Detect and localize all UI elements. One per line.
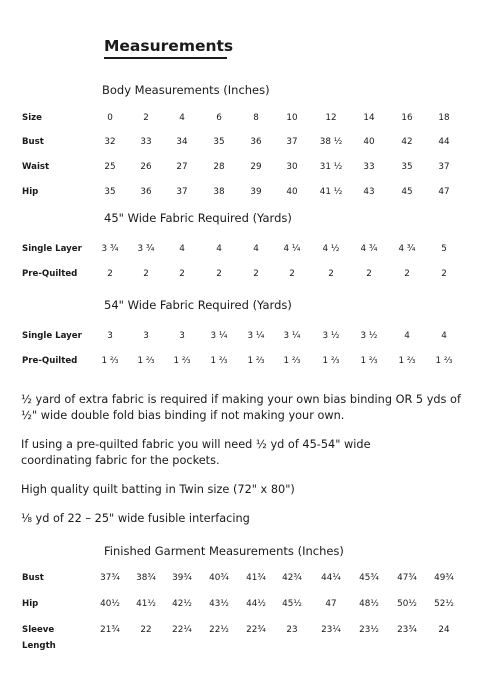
table-cell: 50½ [397,599,417,609]
table-cell: 29 [250,162,262,172]
table-cell: 1 ⅔ [322,356,340,366]
table-cell: 14 [363,113,375,123]
table-cell: 1 ⅔ [283,356,301,366]
table-cell: 40½ [100,599,120,609]
table-cell: 42 [401,137,413,147]
table-cell: 45 [401,187,413,197]
table-cell: 2 [253,269,259,279]
prequilted-note: If using a pre-quilted fabric you will need ½ yd of 45-54" wide coordinating fabric for the pockets. [21,438,371,467]
table-cell: 3 ¼ [283,331,301,341]
table-cell: 31 ½ [319,162,343,172]
table-cell: 1 ⅔ [247,356,265,366]
table-cell: 45½ [282,599,302,609]
table-cell: 4 [216,244,222,254]
table-cell: 16 [401,113,413,123]
row-label: Bust [22,137,44,147]
table-cell: 4 [404,331,410,341]
table-cell: 47¾ [397,573,417,583]
table-cell: 36 [140,187,152,197]
table-cell: 6 [216,113,222,123]
table-cell: 41½ [136,599,156,609]
row-label: Waist [22,162,50,172]
table-cell: 1 ⅔ [360,356,378,366]
table-cell: 8 [253,113,259,123]
table-cell: 24 [438,625,450,635]
table-cell: 3 ½ [322,331,340,341]
table-cell: 2 [441,269,447,279]
table-cell: 38 ½ [319,137,343,147]
table-cell: 4 [441,331,447,341]
table-cell: 1 ⅔ [173,356,191,366]
table-cell: 37 [438,162,450,172]
table-cell: 40 [286,187,298,197]
table-cell: 38 [213,187,225,197]
table-cell: 52½ [434,599,454,609]
table-cell: 36 [250,137,262,147]
table-cell: 4 [179,244,185,254]
table-cell: 10 [286,113,298,123]
table-cell: 22 [140,625,152,635]
page-title: Measurements [104,37,234,55]
table-cell: 3 ½ [360,331,378,341]
table-cell: 37 [176,187,188,197]
table-cell: 44¼ [321,573,341,583]
table-cell: 35 [104,187,116,197]
table-cell: 2 [143,269,149,279]
table-cell: 12 [325,113,337,123]
table-cell: 39 [250,187,262,197]
table-cell: 3 ¼ [210,331,228,341]
table-cell: 41¾ [246,573,266,583]
table-cell: 1 ⅔ [435,356,453,366]
table-cell: 41 ½ [319,187,343,197]
table-cell: 2 [289,269,295,279]
fabric-54-heading: 54" Wide Fabric Required (Yards) [104,298,292,312]
table-cell: 1 ⅔ [137,356,155,366]
row-label: Size [22,113,42,123]
fabric-45-heading: 45" Wide Fabric Required (Yards) [104,211,292,225]
row-label: Hip [22,187,39,197]
table-cell: 4 [253,244,259,254]
table-cell: 42½ [172,599,192,609]
table-cell: 48½ [359,599,379,609]
table-cell: 3 [179,331,185,341]
table-cell: 47 [325,599,337,609]
table-cell: 1 ⅔ [101,356,119,366]
table-cell: 1 ⅔ [398,356,416,366]
table-cell: 39¾ [172,573,192,583]
table-cell: 23 [286,625,298,635]
table-cell: 47 [438,187,450,197]
finished-garment-heading: Finished Garment Measurements (Inches) [104,544,344,558]
table-cell: 4 ¾ [360,244,378,254]
row-label-continued: Length [22,641,56,651]
table-cell: 45¾ [359,573,379,583]
table-cell: 4 ¾ [398,244,416,254]
title-underline [104,57,227,59]
body-measurements-heading: Body Measurements (Inches) [102,83,270,97]
table-cell: 44½ [246,599,266,609]
table-cell: 23¼ [321,625,341,635]
table-cell: 23½ [359,625,379,635]
table-cell: 2 [107,269,113,279]
row-label: Pre-Quilted [22,269,78,279]
table-cell: 43½ [209,599,229,609]
table-cell: 5 [441,244,447,254]
table-cell: 33 [140,137,152,147]
table-cell: 35 [401,162,413,172]
table-cell: 49¾ [434,573,454,583]
table-cell: 42¾ [282,573,302,583]
table-cell: 0 [107,113,113,123]
table-cell: 38¾ [136,573,156,583]
row-label: Single Layer [22,331,82,341]
table-cell: 37 [286,137,298,147]
interfacing-note: ⅛ yd of 22 – 25" wide fusible interfacing [21,512,250,525]
table-cell: 32 [104,137,116,147]
table-cell: 3 ¾ [101,244,119,254]
batting-note: High quality quilt batting in Twin size (72" x 80") [21,483,295,496]
table-cell: 28 [213,162,225,172]
table-cell: 2 [216,269,222,279]
table-cell: 4 ½ [322,244,340,254]
table-cell: 30 [286,162,298,172]
table-cell: 34 [176,137,188,147]
table-cell: 26 [140,162,152,172]
row-label: Pre-Quilted [22,356,78,366]
table-cell: 1 ⅔ [210,356,228,366]
table-cell: 40 [363,137,375,147]
table-cell: 35 [213,137,225,147]
table-cell: 37¾ [100,573,120,583]
row-label: Single Layer [22,244,82,254]
table-cell: 3 [143,331,149,341]
table-cell: 4 [179,113,185,123]
table-cell: 2 [143,113,149,123]
row-label: Bust [22,573,44,583]
row-label: Sleeve [22,625,55,635]
table-cell: 2 [404,269,410,279]
table-cell: 18 [438,113,450,123]
table-cell: 23¾ [397,625,417,635]
table-cell: 40¾ [209,573,229,583]
table-cell: 3 [107,331,113,341]
table-cell: 4 ¼ [283,244,301,254]
table-cell: 3 ¾ [137,244,155,254]
table-cell: 21¾ [100,625,120,635]
table-cell: 43 [363,187,375,197]
table-cell: 3 ¼ [247,331,265,341]
table-cell: 27 [176,162,188,172]
table-cell: 2 [328,269,334,279]
table-cell: 25 [104,162,116,172]
table-cell: 2 [179,269,185,279]
table-cell: 22¾ [246,625,266,635]
row-label: Hip [22,599,39,609]
bias-binding-note: ½ yard of extra fabric is required if making your own bias binding OR 5 yds of ½" wide double fold bias binding if not making your own. [21,393,461,422]
table-cell: 44 [438,137,450,147]
table-cell: 22½ [209,625,229,635]
table-cell: 2 [366,269,372,279]
table-cell: 33 [363,162,375,172]
table-cell: 22¼ [172,625,192,635]
